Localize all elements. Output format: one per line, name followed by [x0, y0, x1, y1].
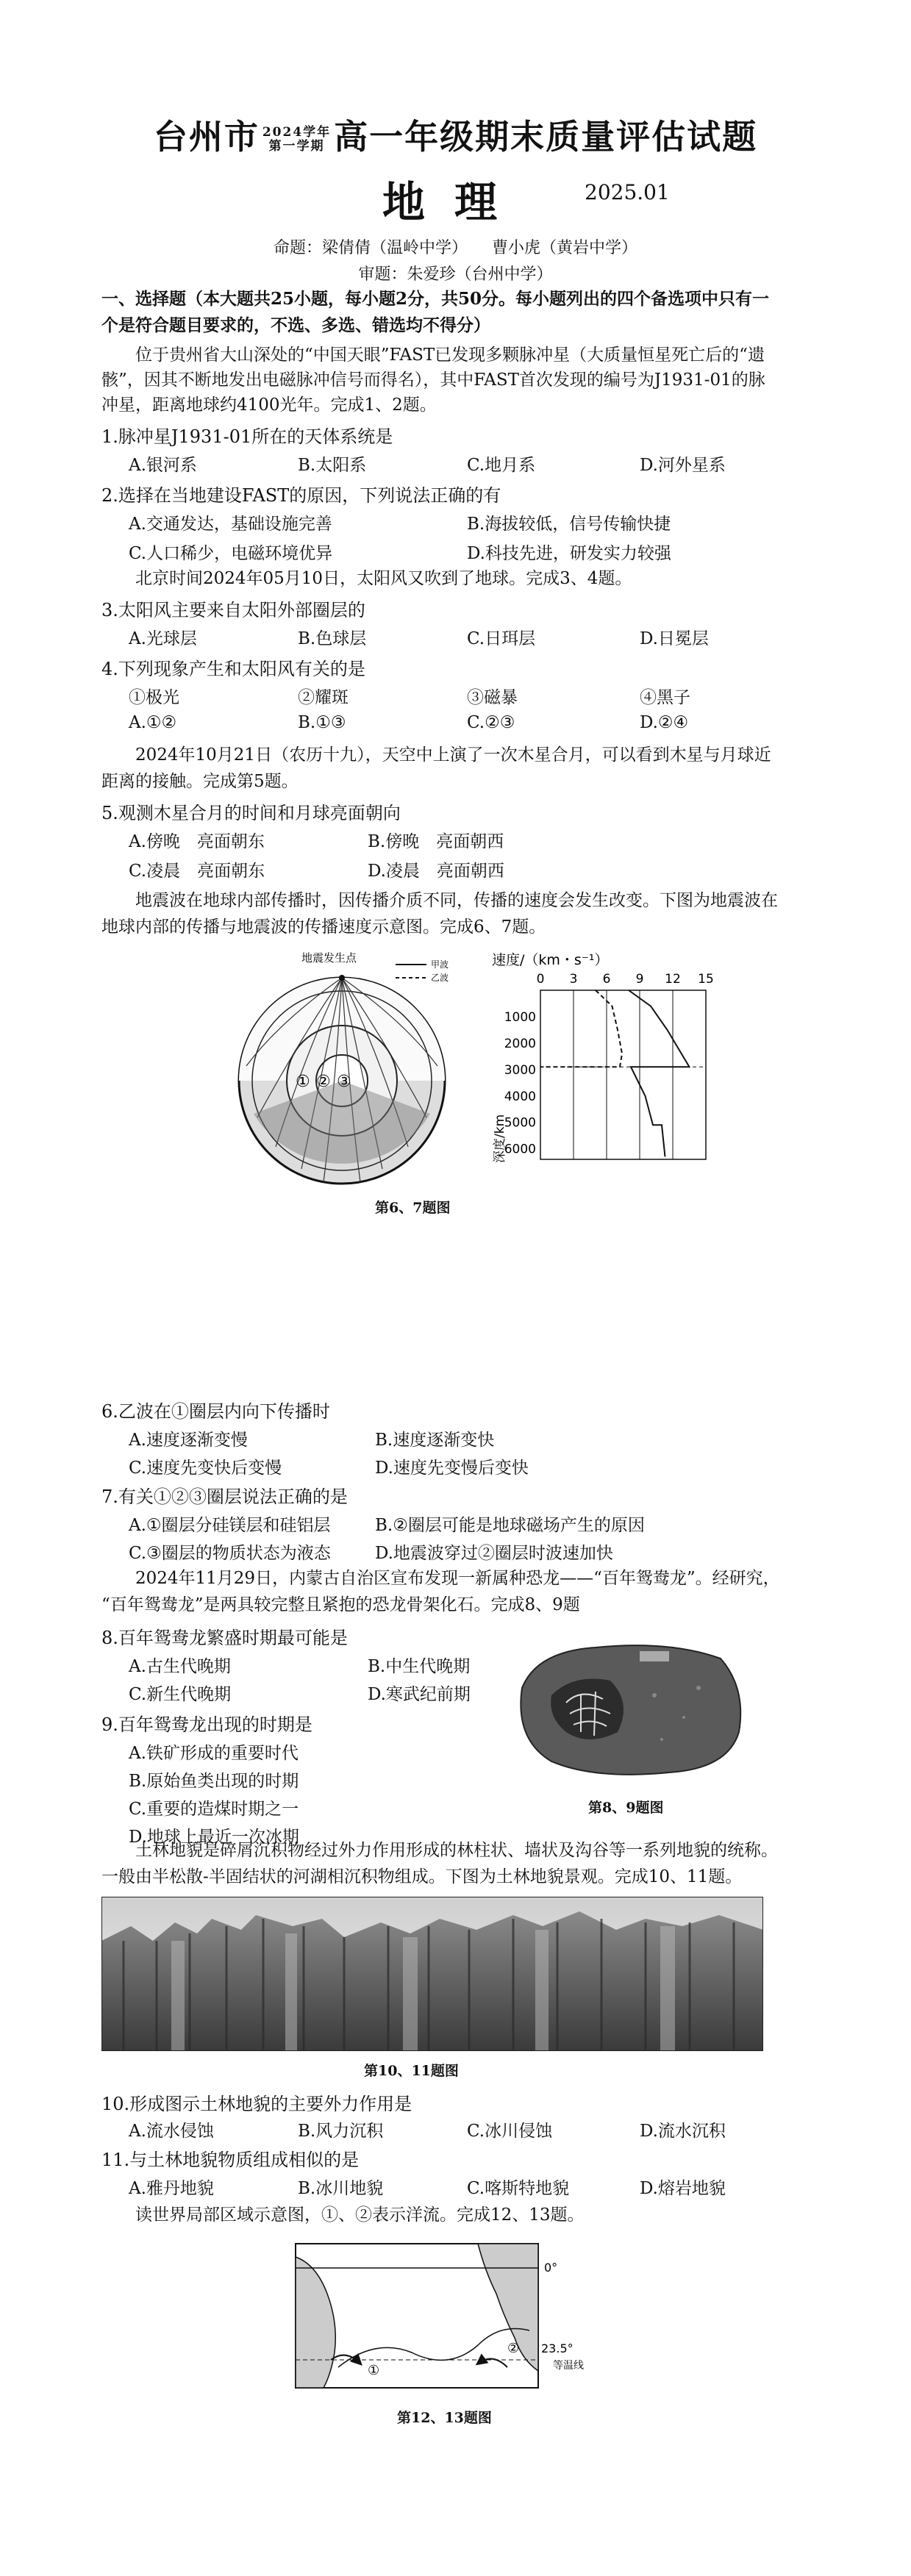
globe-source-label: 地震发生点 [301, 951, 357, 965]
title-rest: 高一年级期末质量评估试题 [334, 117, 758, 157]
q7-option-d: D.地震波穿过②圈层时波速加快 [375, 1544, 613, 1563]
q6-option-b: B.速度逐渐变快 [375, 1431, 495, 1450]
chart-frame [540, 990, 706, 1159]
question-10-stem: 10.形成图示土林地貌的主要外力作用是 [101, 2094, 412, 2114]
q5-option-b: B.傍晚 亮面朝西 [368, 832, 504, 851]
q1-option-b: B.太阳系 [298, 456, 367, 475]
question-9-stem: 9.百年鸳鸯龙出现的时期是 [101, 1714, 312, 1735]
q9-option-c: C.重要的造煤时期之一 [129, 1800, 299, 1819]
chart-y-tick: 4000 [504, 1089, 536, 1104]
q2-option-c: C.人口稀少，电磁环境优异 [129, 544, 333, 563]
question-4-stem: 4.下列现象产生和太阳风有关的是 [101, 659, 365, 679]
q4-item-3: ③磁暴 [467, 688, 518, 707]
q4-option-b: B.①③ [298, 713, 346, 732]
intro-tulin-line1: 土林地貌是碎屑沉积物经过外力作用形成的林柱状、墙状及沟谷等一系列地貌的统称。 [135, 1841, 778, 1860]
section-heading-line2: 个是符合题目要求的，不选、多选、错选均不得分） [101, 315, 490, 335]
lat-23-label: 23.5° [541, 2341, 574, 2355]
title-term: 2024学年 第一学期 [262, 125, 332, 154]
q7-option-b: B.②圈层可能是地球磁场产生的原因 [375, 1516, 645, 1535]
q10-option-d: D.流水沉积 [640, 2122, 726, 2141]
reviewer-line: 审题：朱爱珍（台州中学） [358, 265, 553, 284]
q8-option-d: D.寒武纪前期 [368, 1685, 471, 1704]
seismic-speed-chart [489, 950, 724, 1170]
chart-depth-label: 深度/km [493, 1114, 507, 1163]
section-heading-line1: 一、选择题（本大题共25小题，每小题2分，共50分。每小题列出的四个备选项中只有一 [101, 289, 770, 309]
q10-option-a: A.流水侵蚀 [129, 2122, 214, 2141]
q7-option-c: C.③圈层的物质状态为液态 [129, 1544, 331, 1563]
q9-option-d: D.地球上最近一次冰期 [129, 1828, 299, 1847]
intro-fast-line2: 骸”，因其不断地发出电磁脉冲信号而得名），其中FAST首次发现的编号为J1931-01的脉 [101, 371, 765, 390]
current-label-2: ② [507, 2341, 520, 2356]
q3-option-b: B.色球层 [298, 629, 367, 648]
legend-wave-a: 甲波 [431, 959, 449, 970]
q2-option-b: B.海拔较低，信号传输快捷 [467, 515, 671, 534]
title-city: 台州市 [153, 117, 260, 157]
q5-option-c: C.凌晨 亮面朝东 [129, 862, 265, 881]
q1-option-a: A.银河系 [129, 456, 197, 475]
q10-option-c: C.冰川侵蚀 [467, 2122, 553, 2141]
layer-label-2: ② [316, 1073, 331, 1091]
epicenter-dot [339, 975, 345, 981]
intro-fast-line1: 位于贵州省大山深处的“中国天眼”FAST已发现多颗脉冲星（大质量恒星死亡后的“遗 [135, 346, 765, 365]
chart-x-tick: 0 [536, 972, 545, 987]
q2-option-d: D.科技先进，研发实力较强 [467, 544, 671, 563]
intro-ocean-current: 读世界局部区域示意图，①、②表示洋流。完成12、13题。 [135, 2205, 585, 2225]
q5-option-a: A.傍晚 亮面朝东 [129, 832, 265, 851]
q11-option-a: A.雅丹地貌 [129, 2179, 214, 2198]
question-7-stem: 7.有关①②③圈层说法正确的是 [101, 1486, 348, 1507]
current-label-1: ① [368, 2363, 380, 2378]
fig-8-9-caption: 第8、9题图 [588, 1800, 664, 1816]
chart-x-tick: 3 [569, 972, 578, 987]
chart-y-tick: 5000 [504, 1115, 536, 1131]
chart-speed-label: 速度/（km・s⁻¹） [492, 952, 609, 968]
q2-option-a: A.交通发达，基础设施完善 [129, 515, 332, 534]
subject-title: 地理 [382, 177, 527, 227]
q4-option-a: A.①② [129, 713, 177, 732]
q3-option-d: D.日冕层 [640, 629, 709, 648]
q7-option-a: A.①圈层分硅镁层和硅铝层 [129, 1516, 331, 1535]
q10-option-b: B.风力沉积 [298, 2122, 384, 2141]
intro-tulin-line2: 一般由半松散-半固结状的河湖相沉积物组成。下图为土林地貌景观。完成10、11题。 [101, 1867, 743, 1886]
chart-x-tick: 9 [635, 972, 644, 987]
question-2-stem: 2.选择在当地建设FAST的原因，下列说法正确的有 [101, 485, 501, 506]
ocean-current-map [294, 2242, 603, 2397]
question-8-stem: 8.百年鸳鸯龙繁盛时期最可能是 [101, 1628, 348, 1648]
chart-y-tick: 2000 [504, 1036, 536, 1051]
q6-option-c: C.速度先变快后变慢 [129, 1459, 282, 1478]
q5-option-d: D.凌晨 亮面朝西 [368, 862, 504, 881]
question-1-stem: 1.脉冲星J1931-01所在的天体系统是 [101, 426, 393, 447]
intro-solar-wind: 北京时间2024年05月10日，太阳风又吹到了地球。完成3、4题。 [135, 569, 632, 588]
chart-x-tick: 15 [698, 972, 714, 987]
chart-series-wave-a [540, 990, 622, 1067]
intro-dinosaur-line2: “百年鸳鸯龙”是两具较完整且紧抱的恐龙骨架化石。完成8、9题 [101, 1595, 580, 1614]
q6-option-d: D.速度先变慢后变快 [375, 1459, 529, 1478]
legend-wave-b: 乙波 [431, 973, 449, 983]
lat-0-label: 0° [544, 2261, 558, 2275]
q3-option-c: C.日珥层 [467, 629, 536, 648]
q1-option-c: C.地月系 [467, 456, 536, 475]
q8-option-a: A.古生代晚期 [129, 1657, 231, 1676]
chart-x-tick: 12 [665, 972, 681, 987]
q11-option-d: D.熔岩地貌 [640, 2179, 726, 2198]
intro-jupiter-line2: 距离的接触。完成第5题。 [101, 772, 299, 791]
layer-label-1: ① [296, 1073, 310, 1091]
intro-seismic-line1: 地震波在地球内部传播时，因传播介质不同，传播的速度会发生改变。下图为地震波在 [135, 891, 778, 910]
seismic-globe-diagram [213, 948, 478, 1191]
chart-series-wave-b [629, 990, 690, 1156]
q4-option-d: D.②④ [640, 713, 689, 732]
q8-option-b: B.中生代晚期 [368, 1657, 471, 1676]
q6-option-a: A.速度逐渐变慢 [129, 1431, 248, 1450]
q9-option-b: B.原始鱼类出现的时期 [129, 1772, 299, 1791]
q4-item-1: ①极光 [129, 688, 179, 707]
intro-dinosaur-line1: 2024年11月29日，内蒙古自治区宣布发现一新属种恐龙——“百年鸳鸯龙”。经研究， [135, 1569, 780, 1588]
chart-y-tick: 6000 [504, 1142, 536, 1157]
intro-fast-line3: 冲星，距离地球约4100光年。完成1、2题。 [101, 396, 437, 415]
question-6-stem: 6.乙波在①圈层内向下传播时 [101, 1401, 330, 1422]
exam-title [0, 110, 911, 159]
dinosaur-fossil-photo [507, 1629, 750, 1783]
intro-seismic-line2: 地球内部的传播与地震波的传播速度示意图。完成6、7题。 [101, 917, 546, 937]
q4-item-2: ②耀斑 [298, 688, 349, 707]
intro-jupiter-line1: 2024年10月21日（农历十九），天空中上演了一次木星合月，可以看到木星与月球近 [135, 745, 771, 765]
q11-option-b: B.冰川地貌 [298, 2179, 384, 2198]
q9-option-a: A.铁矿形成的重要时代 [129, 1744, 299, 1763]
question-11-stem: 11.与土林地貌物质组成相似的是 [101, 2150, 360, 2170]
q3-option-a: A.光球层 [129, 629, 197, 648]
layer-label-3: ③ [337, 1073, 351, 1091]
fig-10-11-caption: 第10、11题图 [364, 2063, 459, 2079]
isotherm-label: 等温线 [553, 2360, 584, 2372]
q4-option-c: C.②③ [467, 713, 515, 732]
fig-6-7-caption: 第6、7题图 [375, 1200, 451, 1216]
tulin-landscape-photo [101, 1897, 763, 2051]
q8-option-c: C.新生代晚期 [129, 1685, 232, 1704]
q4-item-4: ④黑子 [640, 688, 690, 707]
question-3-stem: 3.太阳风主要来自太阳外部圈层的 [101, 600, 365, 620]
chart-y-tick: 3000 [504, 1062, 536, 1078]
fig-12-13-caption: 第12、13题图 [397, 2410, 492, 2426]
question-5-stem: 5.观测木星合月的时间和月球亮面朝向 [101, 803, 401, 823]
exam-date: 2025.01 [585, 180, 670, 204]
chart-x-tick: 6 [602, 972, 611, 987]
authors-line: 命题：梁倩倩（温岭中学） 曹小虎（黄岩中学） [273, 239, 637, 257]
q11-option-c: C.喀斯特地貌 [467, 2179, 570, 2198]
chart-y-tick: 1000 [504, 1009, 536, 1025]
q1-option-d: D.河外星系 [640, 456, 726, 475]
